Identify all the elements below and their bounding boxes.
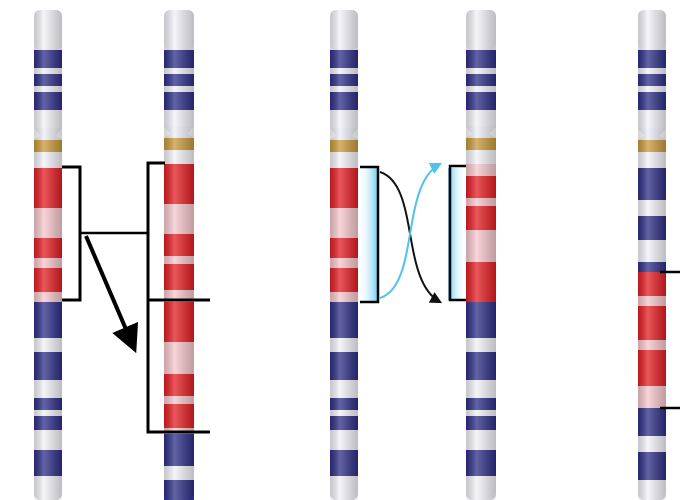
- chromosome-shading: [34, 10, 62, 500]
- chromosome-shading: [330, 10, 358, 500]
- chromosome-shading: [638, 10, 666, 500]
- duplicated-chromosome: [164, 10, 194, 500]
- chromosome-shading: [164, 10, 194, 500]
- inverted-chromosome: [466, 10, 496, 500]
- chromosome-shading: [466, 10, 496, 500]
- normal-chromosome-b: [330, 10, 358, 500]
- normal-chromosome-a: [34, 10, 62, 500]
- edge-chromosome: [638, 10, 666, 500]
- inversion-arrow-up: [380, 164, 440, 298]
- duplication-arrow: [86, 236, 134, 348]
- inversion-highlight-left: [358, 168, 378, 302]
- source-segment-bracket: [62, 167, 80, 300]
